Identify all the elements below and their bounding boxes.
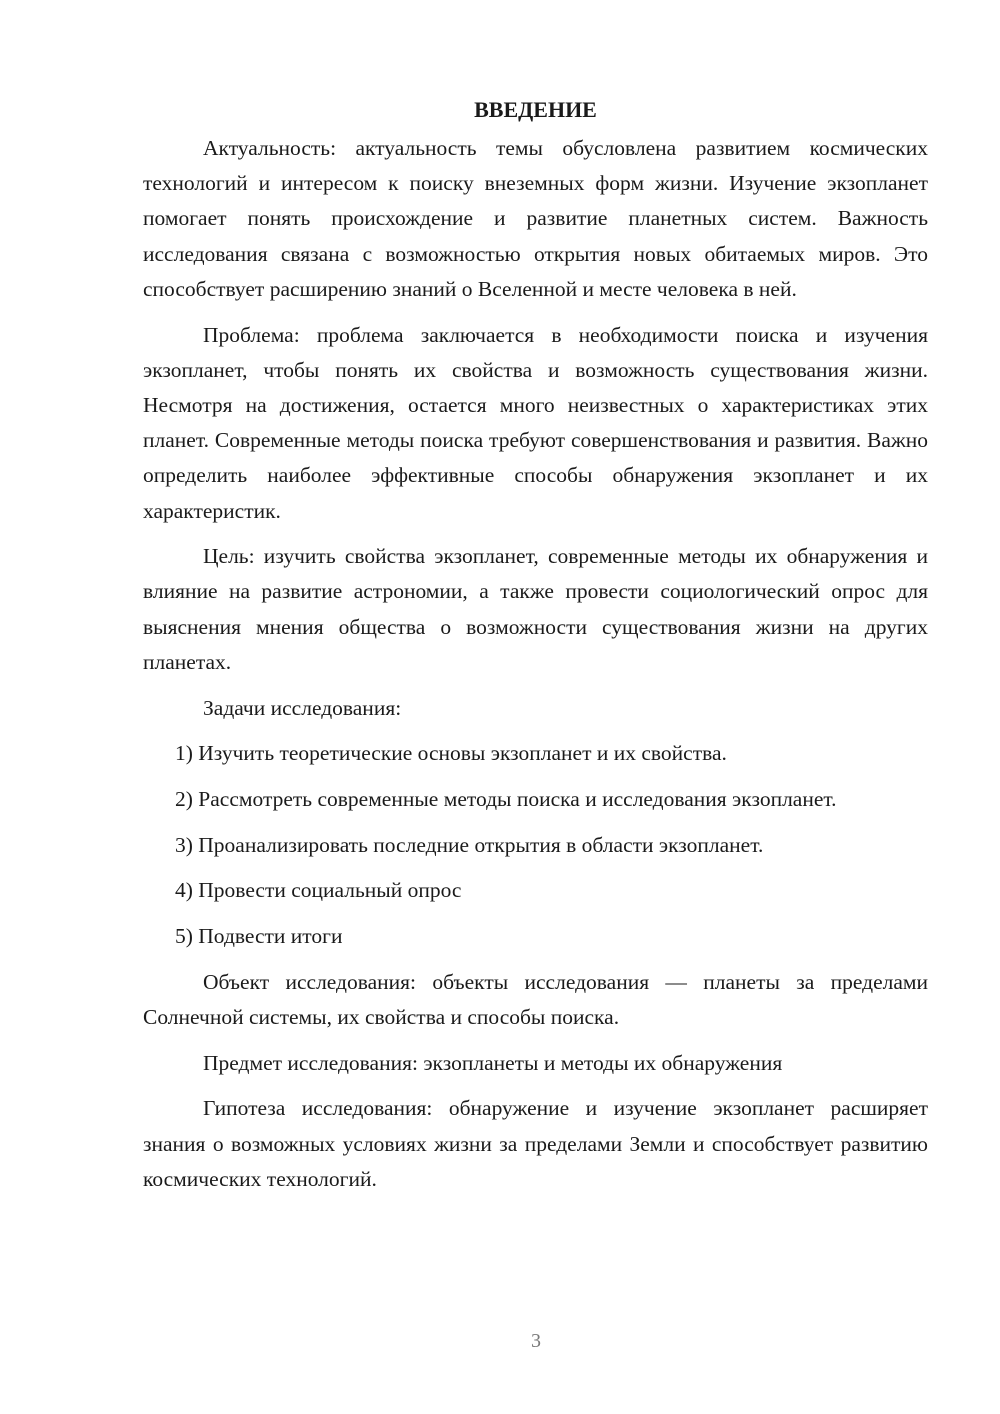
task-item-4: 4) Провести социальный опрос bbox=[175, 878, 462, 903]
paragraph-problem: Проблема: проблема заключается в необходимости поиска и изучения экзопланет, чтобы понять их свойства и возможность существования жизни. Несмотря на достижения, остается много неизвестных о характеристиках этих планет. Современные методы поиска требуют совершенствования и развития. Важно определить наиболее эффективные способы обнаружения экзопланет и их характеристик. bbox=[143, 322, 928, 523]
paragraph-hypothesis: Гипотеза исследования: обнаружение и изучение экзопланет расширяет знания о возможных условиях жизни за пределами Земли и способствует развитию космических технологий. bbox=[143, 1096, 928, 1191]
paragraph-relevance: Актуальность: актуальность темы обусловлена развитием космических технологий и интересом к поиску внеземных форм жизни. Изучение экзопланет помогает понять происхождение и развитие планетных систем. Важность исследования связана с возможностью открытия новых обитаемых миров. Это способствует расширению знаний о Вселенной и месте человека в ней. bbox=[143, 136, 928, 301]
task-item-1: 1) Изучить теоретические основы экзопланет и их свойства. bbox=[175, 741, 727, 766]
paragraph-subject: Предмет исследования: экзопланеты и методы их обнаружения bbox=[203, 1050, 783, 1075]
task-item-5: 5) Подвести итоги bbox=[175, 924, 343, 949]
paragraph-goal: Цель: изучить свойства экзопланет, современные методы их обнаружения и влияние на развитие астрономии, а также провести социологический опрос для выяснения мнения общества о возможности существования жизни на других планетах. bbox=[143, 544, 928, 674]
paragraph-tasks-heading: Задачи исследования: bbox=[203, 695, 402, 720]
page-content bbox=[143, 92, 928, 1207]
paragraph-object: Объект исследования: объекты исследования — планеты за пределами Солнечной системы, их свойства и способы поиска. bbox=[143, 969, 928, 1029]
page-number: 3 bbox=[531, 1330, 541, 1352]
task-item-2: 2) Рассмотреть современные методы поиска и исследования экзопланет. bbox=[175, 786, 837, 811]
page-title: ВВЕДЕНИЕ bbox=[474, 97, 597, 122]
task-item-3: 3) Проанализировать последние открытия в области экзопланет. bbox=[175, 832, 764, 857]
